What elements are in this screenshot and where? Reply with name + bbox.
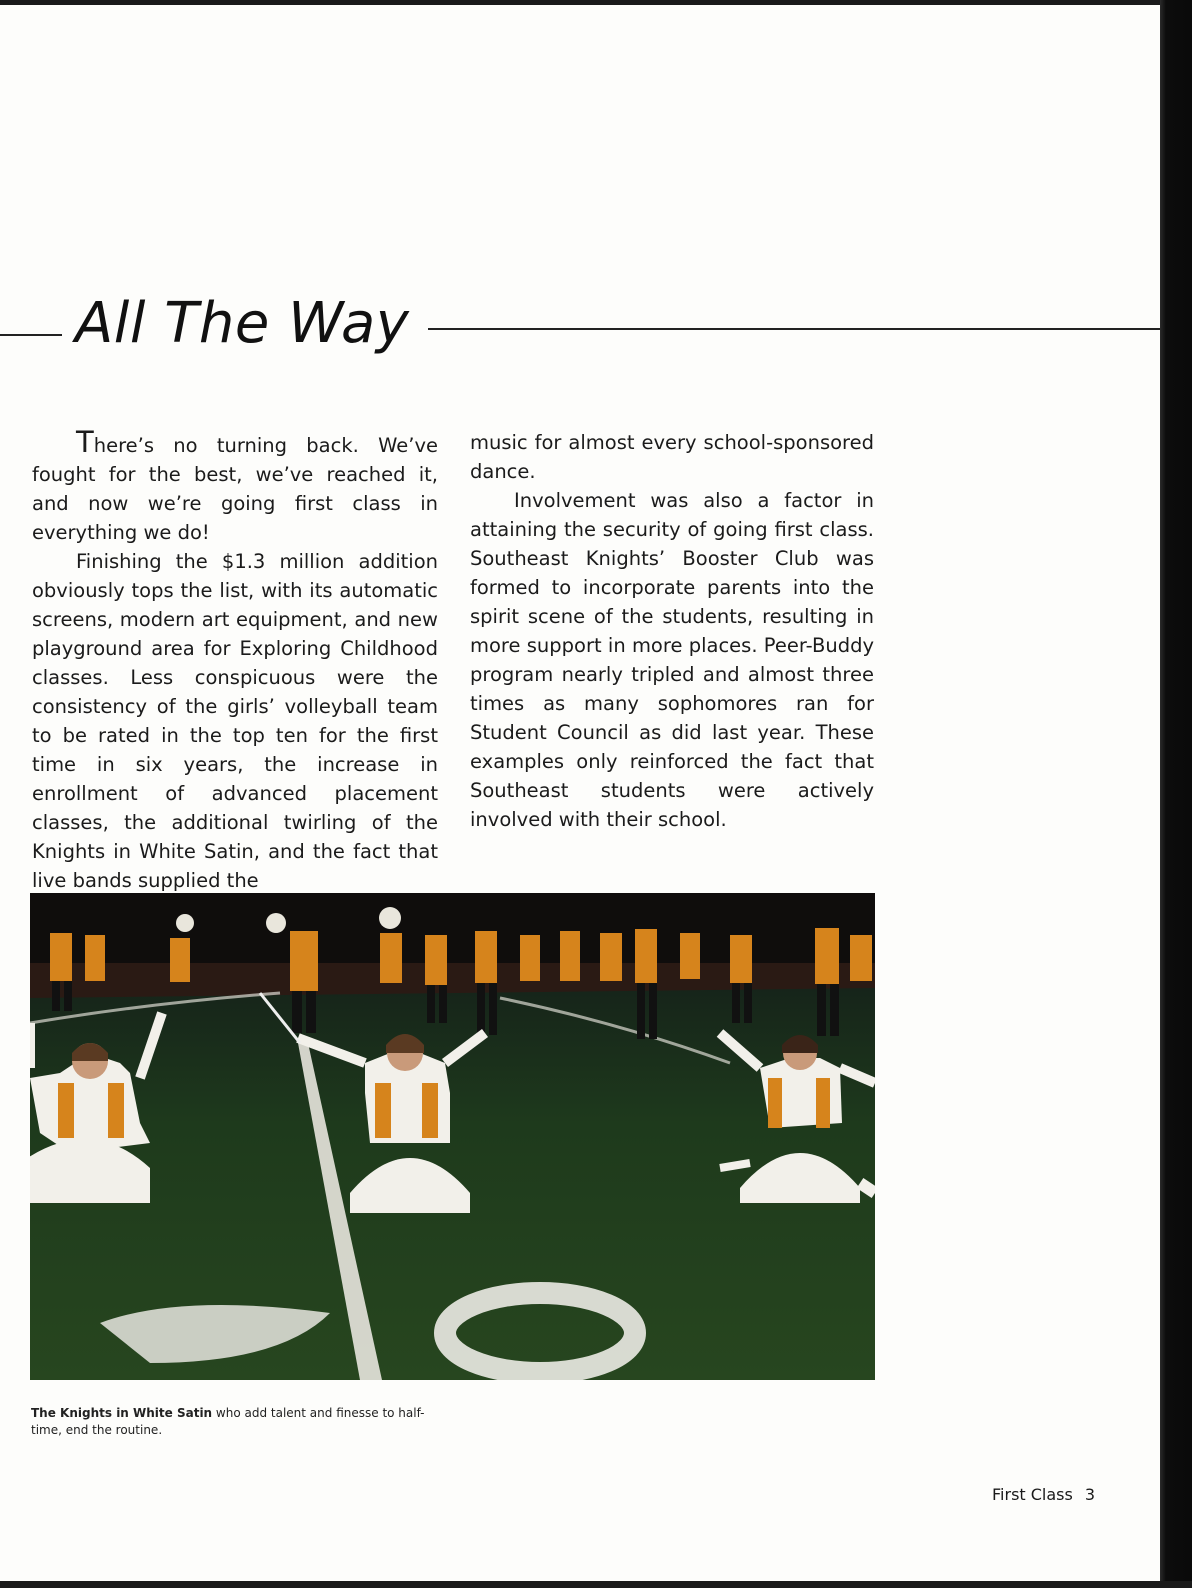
bottom-page-edge	[0, 1581, 1192, 1588]
paragraph-involvement: Involvement was also a factor in attaining the security of going first class. Southeast Knights’ Booster Club was formed to incorporate parents into the spirit scene of the students, resulting in more support in more places. Peer-Buddy program nearly tripled and almost three times as many sophomores ran for Student Council as did last year. These examples only reinforced the fact that Southeast students were actively involved with their school.	[470, 489, 874, 831]
paragraph-addition-continued: music for almost every school-sponsored dance.	[470, 431, 874, 483]
section-name: First Class	[992, 1485, 1073, 1504]
paragraph-addition: Finishing the $1.3 million addition obviously tops the list, with its automatic screens, modern art equipment, and new playground area for Exploring Childhood classes. Less conspicuous were the consistency of the girls’ volleyball team to be rated in the top ten for the first time in six years, the increase in enrollment of advanced placement classes, the additional twirling of the Knights in White Satin, and the fact that live bands supplied the	[32, 550, 438, 892]
caption-lead: The Knights in White Satin	[31, 1406, 213, 1420]
page-title: All The Way	[75, 291, 410, 356]
top-page-edge	[0, 0, 1192, 5]
drop-cap: T	[76, 425, 94, 459]
paragraph-intro-text: here’s no turning back. We’ve fought for the best, we’ve reached it, and now we’re going first class in everything we do!	[32, 434, 438, 544]
heading-rule-left	[0, 334, 62, 336]
photo-illustration	[30, 893, 875, 1380]
heading-rule-right	[428, 328, 1160, 330]
caption-text: who add talent and finesse to half-time, end the routine.	[31, 1406, 425, 1437]
page-number: 3	[1084, 1485, 1096, 1504]
body-column-left	[32, 425, 438, 895]
photo-caption	[31, 1405, 451, 1439]
paragraph-intro	[32, 425, 438, 547]
page-footer	[992, 1485, 1095, 1504]
body-column-right	[470, 428, 874, 834]
right-page-edge	[1160, 0, 1192, 1588]
photo-halftime-routine	[30, 893, 875, 1380]
